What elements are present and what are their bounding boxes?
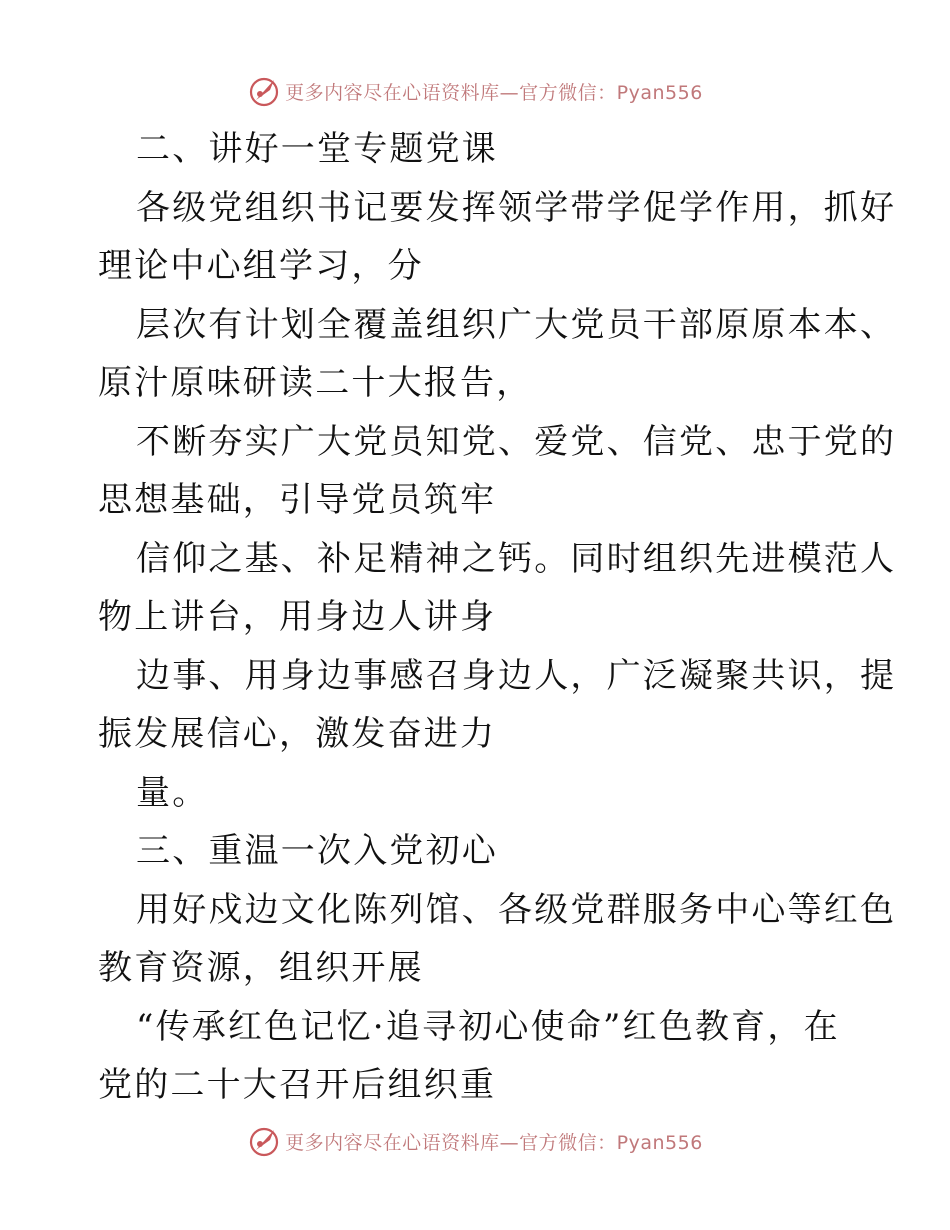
text-line: 理论中心组学习，分 xyxy=(98,246,424,286)
text-line: 用好戍边文化陈列馆、各级党群服务中心等红色 xyxy=(136,889,897,930)
watermark-header xyxy=(0,71,950,111)
watermark-footer xyxy=(0,1121,950,1161)
text-line: 不断夯实广大党员知党、爱党、信党、忠于党的 xyxy=(136,421,897,462)
text-line: 物上讲台，用身边人讲身 xyxy=(98,597,497,637)
quill-logo-icon xyxy=(247,74,281,108)
text-line: “传承红色记忆·追寻初心使命”红色教育，在 xyxy=(136,1006,840,1047)
text-line: 信仰之基、补足精神之钙。同时组织先进模范人 xyxy=(136,538,897,579)
text-line: 二、讲好一堂专题党课 xyxy=(136,129,498,169)
text-line: 三、重温一次入党初心 xyxy=(136,831,498,871)
text-line: 党的二十大召开后组织重 xyxy=(98,1065,497,1105)
text-line: 思想基础，引导党员筑牢 xyxy=(98,480,497,520)
text-line: 振发展信心，激发奋进力 xyxy=(98,714,497,754)
text-line: 边事、用身边事感召身边人，广泛凝聚共识，提 xyxy=(136,655,897,696)
quill-logo-icon xyxy=(247,1124,281,1158)
text-line: 各级党组织书记要发挥领学带学促学作用，抓好 xyxy=(136,187,897,228)
text-line: 原汁原味研读二十大报告， xyxy=(98,363,533,403)
document-body xyxy=(98,120,897,1115)
text-line: 教育资源，组织开展 xyxy=(98,948,424,988)
text-line: 量。 xyxy=(136,772,209,813)
watermark-text: 更多内容尽在心语资料库—官方微信：Pyan556 xyxy=(285,1131,703,1154)
watermark-text: 更多内容尽在心语资料库—官方微信：Pyan556 xyxy=(285,81,703,104)
text-line: 层次有计划全覆盖组织广大党员干部原原本本、 xyxy=(136,304,897,345)
